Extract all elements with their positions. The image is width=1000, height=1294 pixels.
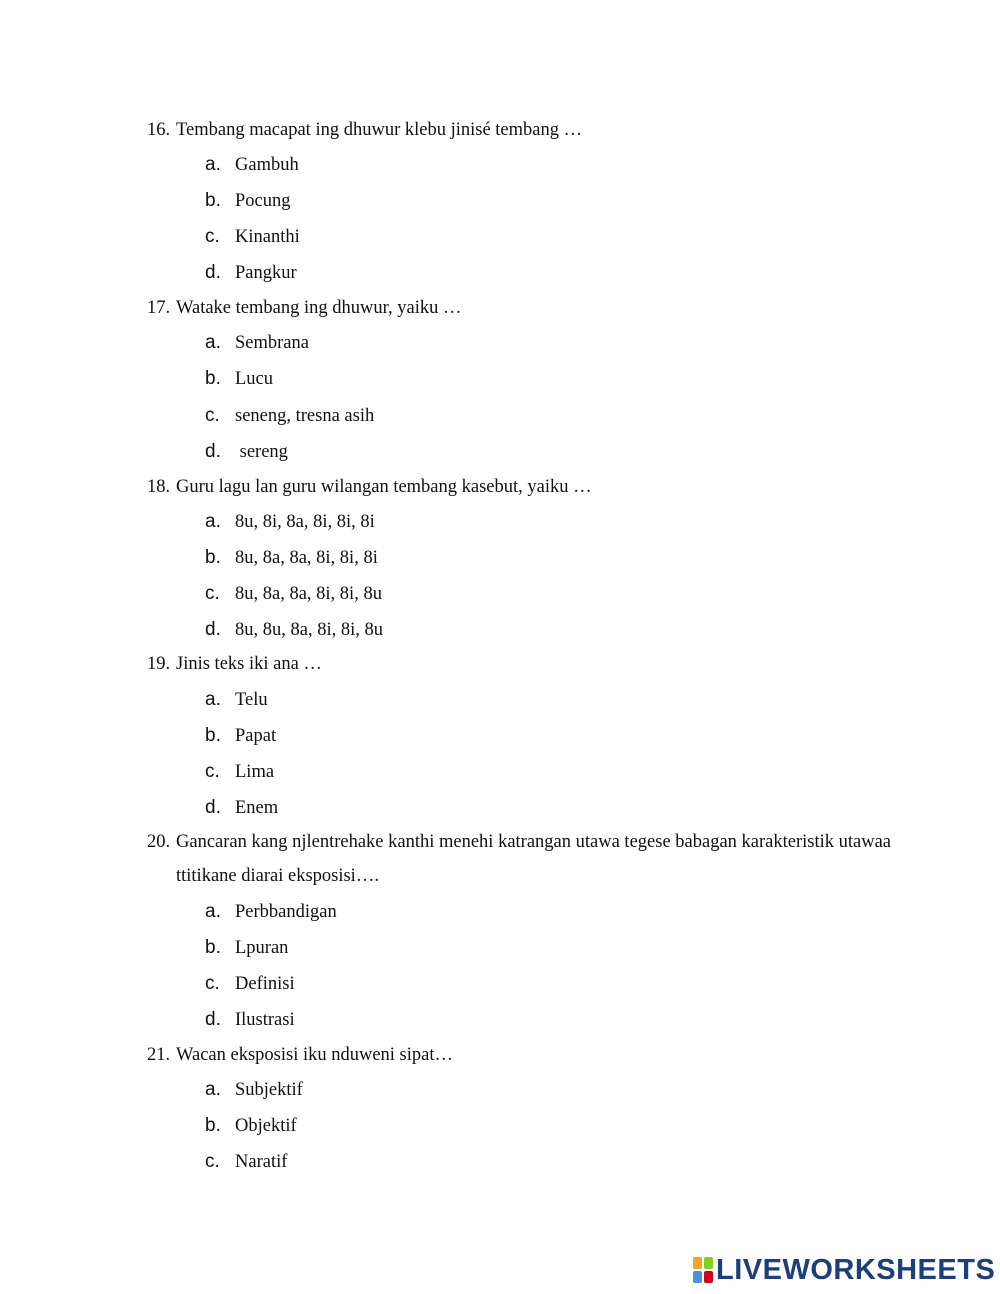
option-letter: b. [205,937,221,958]
option-text: Subjektif [235,1080,303,1100]
question-16 [147,113,887,147]
option-text: Sembrana [235,333,309,353]
option-letter: c. [205,583,220,604]
liveworksheets-logo-text: LIVEWORKSHEETS [716,1254,996,1286]
liveworksheets-logo [693,1254,995,1286]
option-18a[interactable] [205,510,375,534]
option-letter: b. [205,725,221,746]
option-20a[interactable] [205,900,337,924]
question-number: 17. [147,298,171,318]
option-letter: d. [205,1009,221,1030]
option-21c[interactable] [205,1150,287,1174]
option-16b[interactable] [205,189,291,213]
option-16a[interactable] [205,153,299,177]
option-text: Pocung [235,191,291,211]
option-letter: d. [205,262,221,283]
question-number: 16. [147,120,171,140]
question-number: 21. [147,1045,171,1065]
option-text: 8u, 8i, 8a, 8i, 8i, 8i [235,512,375,532]
option-text: Telu [235,690,268,710]
option-19c[interactable] [205,760,274,784]
option-letter: d. [205,441,221,462]
option-16d[interactable] [205,261,297,285]
question-number: 18. [147,477,171,497]
option-letter: c. [205,761,220,782]
option-text: 8u, 8u, 8a, 8i, 8i, 8u [235,620,383,640]
option-text: Papat [235,726,277,746]
option-17b[interactable] [205,367,273,391]
option-text: Lpuran [235,938,289,958]
question-19 [147,647,887,681]
option-text: Lucu [235,369,274,389]
option-21b[interactable] [205,1114,297,1138]
option-18c[interactable] [205,582,382,606]
option-text: Definisi [235,974,295,994]
question-text: Watake tembang ing dhuwur, yaiku … [176,298,462,318]
option-text: sereng [235,442,288,462]
option-20b[interactable] [205,936,288,960]
option-letter: d. [205,797,221,818]
option-18d[interactable] [205,618,383,642]
option-letter: d. [205,619,221,640]
option-letter: b. [205,368,221,389]
question-number: 20. [147,832,171,852]
question-number: 19. [147,654,171,674]
question-17 [147,291,887,325]
option-19d[interactable] [205,796,278,820]
question-text: Wacan eksposisi iku nduweni sipat… [176,1045,453,1065]
option-letter: a. [205,901,221,922]
option-text: 8u, 8a, 8a, 8i, 8i, 8u [235,584,382,604]
option-letter: a. [205,332,221,353]
option-letter: b. [205,1115,221,1136]
option-text: Naratif [235,1152,288,1172]
option-text: seneng, tresna asih [235,406,375,426]
option-17c[interactable] [205,404,374,428]
option-text: Ilustrasi [235,1010,295,1030]
question-20 [147,825,911,893]
question-text: Tembang macapat ing dhuwur klebu jinisé tembang … [176,120,583,140]
option-text: Objektif [235,1116,297,1136]
option-20d[interactable] [205,1008,295,1032]
option-letter: a. [205,154,221,175]
option-text: Pangkur [235,263,297,283]
option-text: 8u, 8a, 8a, 8i, 8i, 8i [235,548,378,568]
question-text: Jinis teks iki ana … [176,654,322,674]
option-letter: c. [205,1151,220,1172]
option-16c[interactable] [205,225,300,249]
question-21 [147,1038,887,1072]
option-text: Perbbandigan [235,902,337,922]
option-letter: c. [205,405,220,426]
question-text: Guru lagu lan guru wilangan tembang kasebut, yaiku … [176,477,592,497]
option-19a[interactable] [205,688,268,712]
option-20c[interactable] [205,972,295,996]
option-19b[interactable] [205,724,276,748]
option-text: Kinanthi [235,227,300,247]
option-text: Gambuh [235,155,299,175]
option-text: Lima [235,762,275,782]
option-letter: c. [205,973,220,994]
option-letter: b. [205,190,221,211]
liveworksheets-logo-icon [693,1257,713,1283]
option-letter: a. [205,1079,221,1100]
option-17a[interactable] [205,331,309,355]
option-letter: a. [205,511,221,532]
option-letter: c. [205,226,220,247]
question-text: Gancaran kang njlentrehake kanthi menehi katrangan utawa tegese babagan karakteristik utawaa ttitikane diarai eksposisi…. [176,832,892,886]
option-18b[interactable] [205,546,378,570]
option-text: Enem [235,798,279,818]
option-17d[interactable] [205,440,288,464]
option-21a[interactable] [205,1078,303,1102]
option-letter: b. [205,547,221,568]
question-18 [147,470,887,504]
option-letter: a. [205,689,221,710]
